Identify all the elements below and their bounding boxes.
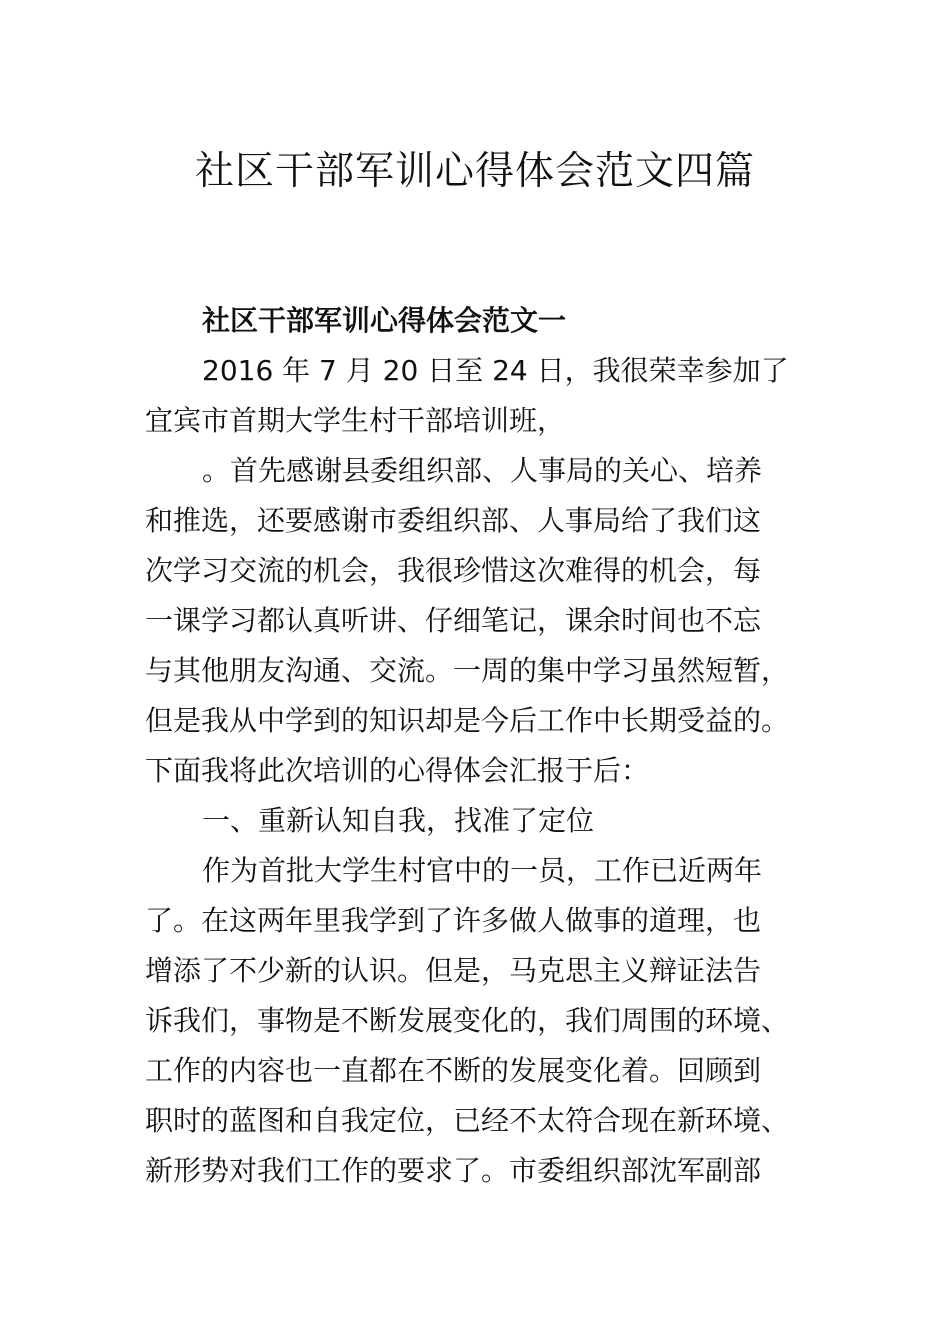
text-line: 2016 年 7 月 20 日至 24 日，我很荣幸参加了 <box>202 354 789 387</box>
text-line: 新形势对我们工作的要求了。市委组织部沈军副部 <box>145 1154 762 1187</box>
text-line: 下面我将此次培训的心得体会汇报于后： <box>145 754 650 787</box>
text-line: 工作的内容也一直都在不断的发展变化着。回顾到 <box>145 1054 762 1087</box>
text-line: 诉我们，事物是不断发展变化的，我们周围的环境、 <box>145 1004 790 1037</box>
text-line: 与其他朋友沟通、交流。一周的集中学习虽然短暂， <box>145 654 790 687</box>
text-line: 作为首批大学生村官中的一员，工作已近两年 <box>202 854 763 887</box>
text-line: 职时的蓝图和自我定位，已经不太符合现在新环境、 <box>145 1104 790 1137</box>
text-line: 了。在这两年里我学到了许多做人做事的道理，也 <box>145 904 762 937</box>
subheading-one <box>145 796 810 846</box>
text-line: 和推选，还要感谢市委组织部、人事局给了我们这 <box>145 504 762 537</box>
text-line: 但是我从中学到的知识却是今后工作中长期受益的。 <box>145 704 790 737</box>
text-line: 宜宾市首期大学生村干部培训班， <box>145 404 566 437</box>
text-line: 增添了不少新的认识。但是，马克思主义辩证法告 <box>145 954 762 987</box>
text-line: 次学习交流的机会，我很珍惜这次难得的机会，每 <box>145 554 762 587</box>
document-body <box>145 296 810 1196</box>
paragraph-thanks <box>145 446 810 796</box>
section-heading: 社区干部军训心得体会范文一 <box>202 304 567 337</box>
paragraph-intro <box>145 346 810 446</box>
text-line: 一课学习都认真听讲、仔细笔记，课余时间也不忘 <box>145 604 762 637</box>
paragraph-reflection <box>145 846 810 1196</box>
text-line: 。首先感谢县委组织部、人事局的关心、培养 <box>202 454 763 487</box>
document-title: 社区干部军训心得体会范文四篇 <box>194 149 755 194</box>
text-line: 一、重新认知自我，找准了定位 <box>202 804 595 837</box>
